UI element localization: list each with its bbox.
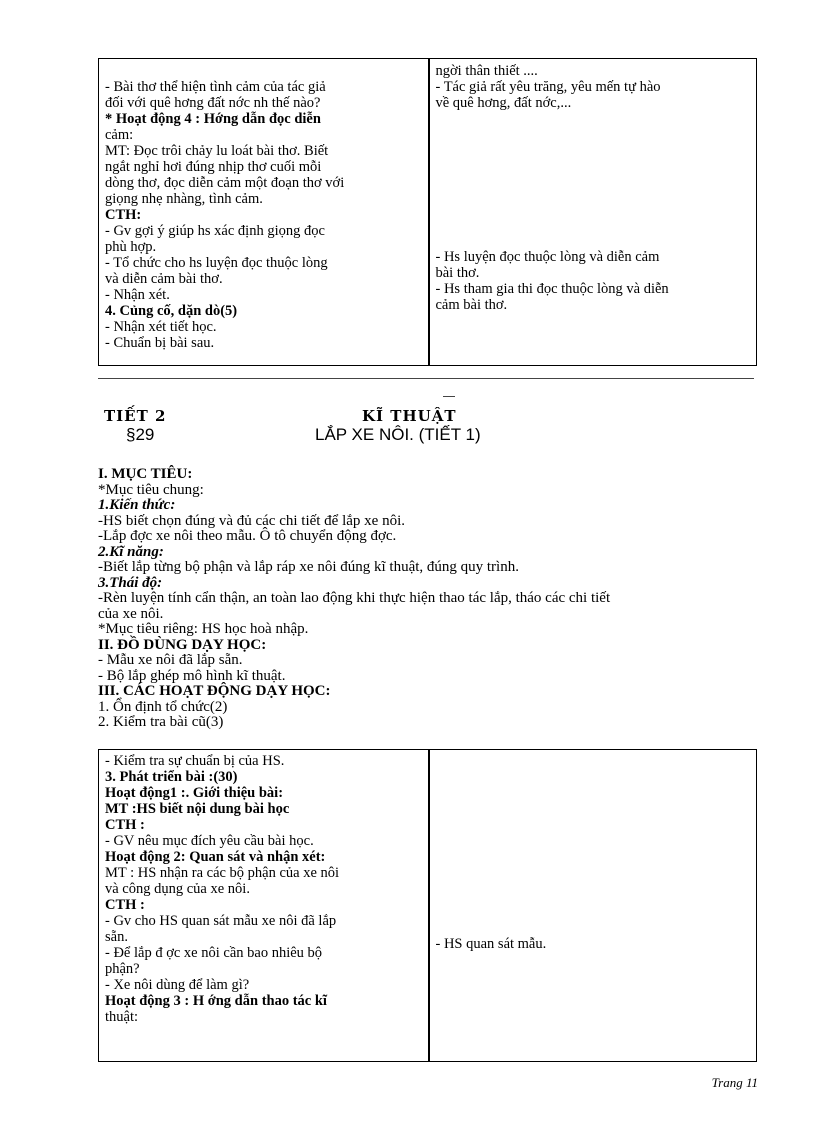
t1-right-line: về quê hơng, đất nớc,...: [435, 95, 572, 111]
t2-line: CTH :: [105, 897, 145, 913]
activity-table-1: [98, 58, 757, 366]
t2-line: - Gv cho HS quan sát mẫu xe nôi đã lắp: [105, 913, 337, 929]
t1-line: * Hoạt động 4 : Hớng dẫn đọc diễn: [105, 111, 321, 127]
t1-line: và diễn cảm bài thơ.: [105, 271, 223, 287]
text-line: -HS biết chọn đúng và đủ các chi tiết để lắp xe nôi.: [98, 512, 405, 529]
t2-line: - Kiểm tra sự chuẩn bị của HS.: [105, 753, 285, 769]
text-line: của xe nôi.: [98, 605, 164, 622]
t2-line: - Để lắp đ ợc xe nôi cần bao nhiêu bộ: [105, 945, 323, 961]
t1-line: - Bài thơ thể hiện tình cảm của tác giả: [105, 79, 326, 95]
t2-line: MT : HS nhận ra các bộ phận của xe nôi: [105, 865, 340, 881]
t2-line: và công dụng của xe nôi.: [105, 881, 250, 897]
t2-line: - Xe nôi dùng để làm gì?: [105, 977, 250, 993]
t2-line: MT :HS biết nội dung bài học: [105, 801, 290, 817]
t1-right-line: cảm bài thơ.: [435, 297, 508, 313]
divider-line: [98, 378, 754, 379]
period-label: TIẾT 2: [104, 407, 167, 425]
t1-right-line: - Hs tham gia thi đọc thuộc lòng và diễn: [435, 281, 669, 297]
subheading: 3.Thái độ:: [98, 574, 163, 591]
t1-line: phù hợp.: [105, 239, 157, 255]
t1-line: đối với quê hơng đất nớc nh thế nào?: [105, 95, 321, 111]
t2-line: CTH :: [105, 817, 145, 833]
t1-line: ngắt nghỉ hơi đúng nhịp thơ cuối mỗi: [105, 159, 322, 175]
t1-right-line: - Tác giả rất yêu trăng, yêu mến tự hào: [435, 79, 661, 95]
subject-title: KĨ THUẬT: [362, 407, 457, 425]
text-line: -Rèn luyện tính cẩn thận, an toàn lao động khi thực hiện thao tác lắp, tháo các chi tiết: [98, 590, 611, 606]
text-line: *Mục tiêu riêng: HS học hoà nhập.: [98, 621, 309, 637]
t2-line: sẵn.: [105, 929, 128, 945]
t1-line: giọng nhẹ nhàng, tình cảm.: [105, 191, 263, 207]
text-line: -Lắp đợc xe nôi theo mẫu. Ô tô chuyển động đợc.: [98, 528, 397, 544]
section-number: §29: [126, 425, 155, 444]
t1-line: cảm:: [105, 127, 134, 143]
t1-right-line: - Hs luyện đọc thuộc lòng và diễn cảm: [435, 249, 660, 265]
t2-line: - GV nêu mục đích yêu cầu bài học.: [105, 833, 314, 849]
t1-line: - Chuẩn bị bài sau.: [105, 335, 215, 351]
text-line: - Bộ lắp ghép mô hình kĩ thuật.: [98, 667, 286, 684]
text-line: -Biết lắp từng bộ phận và lắp ráp xe nôi đúng kĩ thuật, đúng quy trình.: [98, 559, 519, 575]
t1-line: - Tổ chức cho hs luyện đọc thuộc lòng: [105, 255, 328, 271]
objectives-block: [98, 467, 758, 731]
t2-line: Hoạt động 2: Quan sát và nhận xét:: [105, 849, 326, 865]
table1-right-cell: [429, 59, 757, 366]
table2-left-cell: [99, 750, 429, 1062]
text-line: 2. Kiểm tra bài cũ(3): [98, 714, 224, 730]
text-line: *Mục tiêu chung:: [98, 481, 204, 498]
t1-line: CTH:: [105, 207, 142, 223]
heading-objectives: I. MỤC TIÊU:: [98, 466, 193, 482]
lesson-title: LẮP XE NÔI. (TIẾT 1): [315, 425, 481, 444]
t1-line: dòng thơ, đọc diễn cảm một đoạn thơ với: [105, 175, 345, 191]
subheading: 2.Kĩ năng:: [98, 543, 164, 560]
heading-activities: III. CÁC HOẠT ĐỘNG DẠY HỌC:: [98, 683, 331, 699]
t1-right-line: ngời thân thiết ....: [435, 63, 538, 79]
divider-dash: [443, 396, 455, 397]
t1-line: 4. Củng cố, dặn dò(5): [105, 303, 238, 319]
t2-line: phận?: [105, 961, 140, 977]
t1-line: - Nhận xét.: [105, 287, 170, 303]
activity-table-2: [98, 749, 757, 1062]
t2-line: 3. Phát triển bài :(30): [105, 769, 238, 785]
t2-line: Hoạt động 3 : H ớng dẫn thao tác kĩ: [105, 993, 327, 1009]
t2-line: thuật:: [105, 1009, 139, 1025]
t1-line: - Gv gợi ý giúp hs xác định giọng đọc: [105, 223, 325, 239]
t2-line: Hoạt động1 :. Giới thiệu bài:: [105, 785, 284, 801]
t2-right-line: - HS quan sát mẫu.: [435, 936, 547, 952]
text-line: - Mẫu xe nôi đã lắp sẵn.: [98, 652, 243, 668]
table1-left-cell: [99, 59, 429, 366]
subheading: 1.Kiến thức:: [98, 497, 176, 513]
t1-right-line: bài thơ.: [435, 265, 480, 281]
table2-right-cell: [429, 750, 757, 1062]
t1-line: MT: Đọc trôi chảy lu loát bài thơ. Biết: [105, 143, 329, 159]
page-number: Trang 11: [711, 1075, 758, 1090]
t1-line: - Nhận xét tiết học.: [105, 319, 217, 335]
text-line: 1. Ổn định tổ chức(2): [98, 698, 228, 715]
heading-materials: II. ĐỒ DÙNG DẠY HỌC:: [98, 636, 267, 653]
